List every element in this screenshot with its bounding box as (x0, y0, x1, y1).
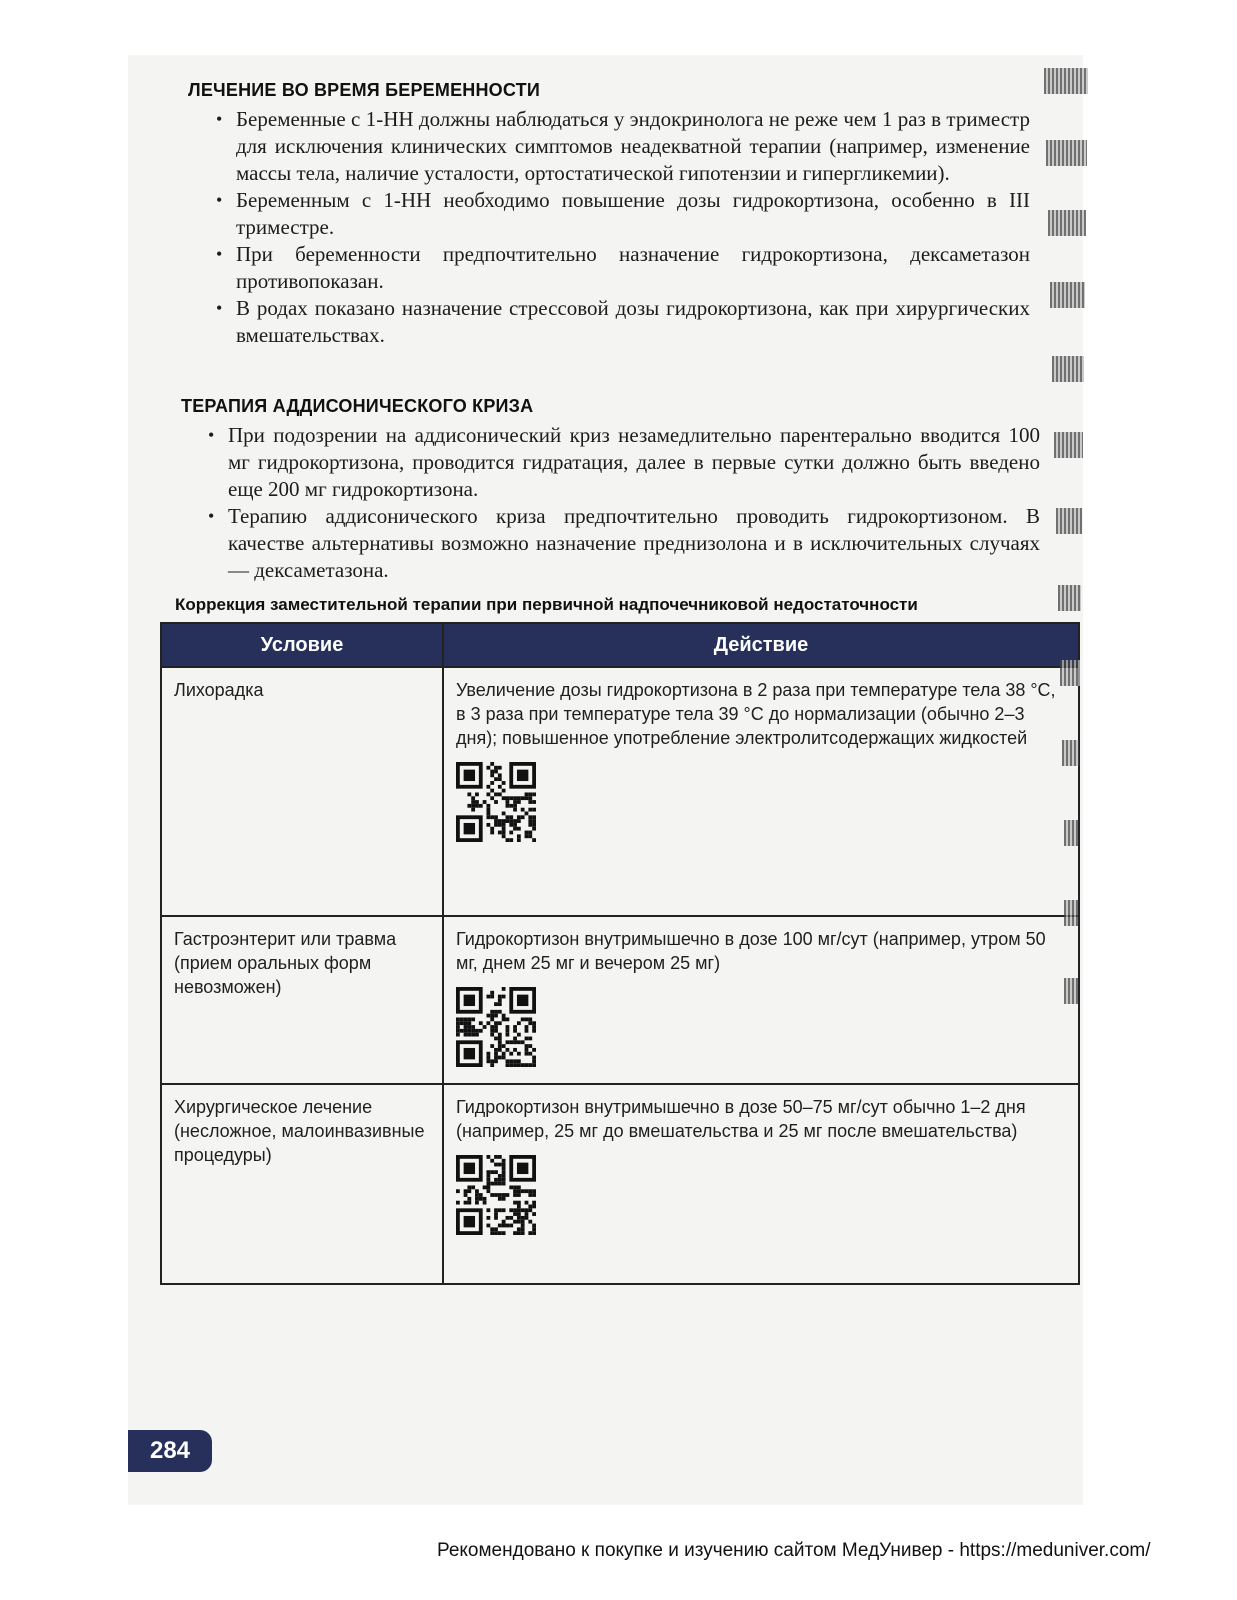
section-heading-pregnancy: ЛЕЧЕНИЕ ВО ВРЕМЯ БЕРЕМЕННОСТИ (188, 80, 540, 100)
page-tab-marker (1046, 140, 1087, 166)
list-item: • Беременные с 1-НН должны наблюдаться у эндокринолога не реже чем 1 раз в триместр для исключения клинических симптомов неадекватной терапии (например, изменение массы тела, наличие усталости, ортостатической гипотензии и гипергликемии). (214, 106, 1030, 187)
action-text: Гидрокортизон внутримышечно в дозе 50–75 мг/сут обычно 1–2 дня (например, 25 мг до вмешательства и 25 мг после вмешательства) (456, 1097, 1026, 1141)
qr-code-icon[interactable] (456, 1155, 536, 1235)
page-tab-marker (1056, 508, 1082, 534)
table-row (161, 1084, 1079, 1284)
condition-cell: Лихорадка (161, 667, 443, 916)
therapy-correction-table (160, 622, 1080, 1285)
action-cell (443, 1084, 1079, 1284)
page-edge-tabs (1036, 60, 1086, 1040)
table-caption: Коррекция заместительной терапии при первичной надпочечниковой недостаточности (175, 595, 918, 614)
action-text: Увеличение дозы гидрокортизона в 2 раза при температуре тела 38 °C, в 3 раза при температуре тела 39 °C до нормализации (обычно 2–3 дня); повышенное употребление электролитсодержащих жидкостей (456, 680, 1056, 748)
page-tab-marker (1054, 432, 1083, 458)
column-header-condition: Условие (161, 623, 443, 667)
condition-cell: Гастроэнтерит или травма (прием оральных форм невозможен) (161, 916, 443, 1084)
table-row (161, 916, 1079, 1084)
table-row (161, 667, 1079, 916)
page-tab-marker (1064, 820, 1078, 846)
qr-code-icon[interactable] (456, 762, 536, 842)
list-item: • Беременным с 1-НН необходимо повышение дозы гидрокортизона, особенно в III триместре. (214, 187, 1030, 241)
section-heading-crisis: ТЕРАПИЯ АДДИСОНИЧЕСКОГО КРИЗА (181, 396, 534, 416)
page-tab-marker (1064, 978, 1078, 1004)
action-cell (443, 667, 1079, 916)
page-tab-marker (1044, 68, 1088, 94)
list-item: • При подозрении на аддисонический криз незамедлительно парентерально вводится 100 мг гидрокортизона, проводится гидратация, далее в первые сутки должно быть введено еще 200 мг гидрокортизона. (206, 422, 1040, 503)
page-tab-marker (1062, 740, 1079, 766)
page-tab-marker (1048, 210, 1086, 236)
page-tab-marker (1064, 900, 1078, 926)
condition-cell: Хирургическое лечение (несложное, малоинвазивные процедуры) (161, 1084, 443, 1284)
list-item: • Терапию аддисонического криза предпочтительно проводить гидрокортизоном. В качестве альтернативы возможно назначение преднизолона и в исключительных случаях — дексаметазона. (206, 503, 1040, 584)
list-item: • В родах показано назначение стрессовой дозы гидрокортизона, как при хирургических вмешательствах. (214, 295, 1030, 349)
page-tab-marker (1060, 660, 1080, 686)
footer-recommendation: Рекомендовано к покупке и изучению сайтом МедУнивер - https://meduniver.com/ (437, 1540, 1151, 1561)
pregnancy-bullet-list (214, 106, 1030, 349)
qr-code-icon[interactable] (456, 987, 536, 1067)
page-number: 284 (128, 1430, 212, 1472)
list-item: • При беременности предпочтительно назначение гидрокортизона, дексаметазон противопоказан. (214, 241, 1030, 295)
column-header-action: Действие (443, 623, 1079, 667)
table-header-row (161, 623, 1079, 667)
page-tab-marker (1052, 356, 1084, 382)
page-tab-marker (1058, 585, 1081, 611)
crisis-bullet-list (206, 422, 1040, 584)
action-cell (443, 916, 1079, 1084)
action-text: Гидрокортизон внутримышечно в дозе 100 мг/сут (например, утром 50 мг, днем 25 мг и вечером 25 мг) (456, 929, 1046, 973)
page-tab-marker (1050, 282, 1085, 308)
